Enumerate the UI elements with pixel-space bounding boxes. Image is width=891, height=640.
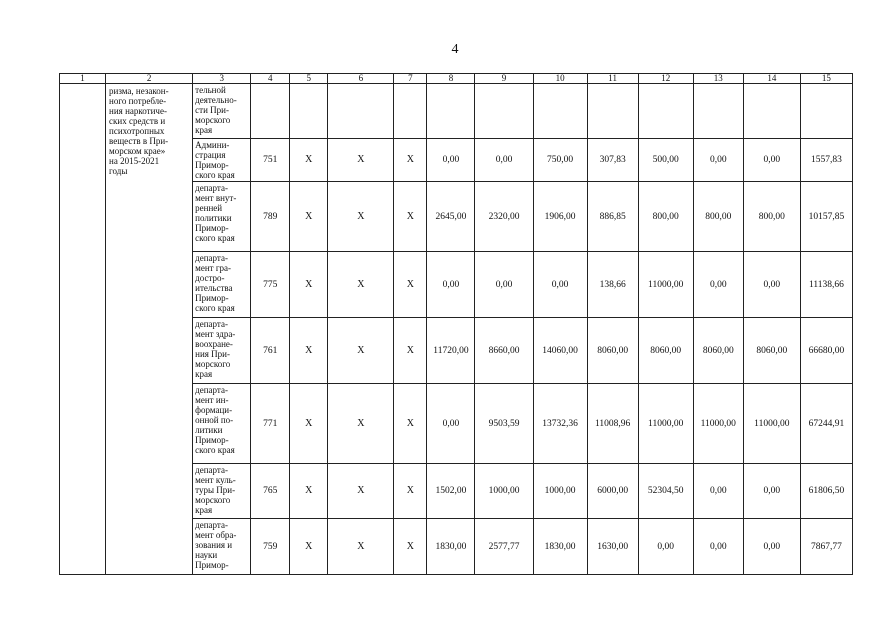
executor-cell-line: ского края	[195, 445, 235, 455]
x-cell: X	[394, 139, 427, 182]
amount-cell: 6000,00	[587, 464, 638, 519]
executor-cell-line: онной по-	[195, 415, 234, 425]
column-header: 3	[193, 74, 251, 84]
executor-cell-line: науки	[195, 550, 218, 560]
amount-cell: 61806,50	[800, 464, 852, 519]
amount-cell: 11008,96	[587, 384, 638, 464]
amount-cell: 9503,59	[475, 384, 533, 464]
executor-cell-line: департа-	[195, 183, 228, 193]
table-row	[60, 84, 853, 139]
amount-cell: 0,00	[427, 139, 475, 182]
executor-cell-line: мент ин-	[195, 395, 229, 405]
executor-cell-line: туры При-	[195, 485, 236, 495]
x-cell: X	[328, 182, 394, 252]
program-name-cell	[106, 84, 193, 575]
amount-cell: 0,00	[475, 252, 533, 318]
x-cell: X	[394, 182, 427, 252]
amount-cell: 886,85	[587, 182, 638, 252]
amount-cell: 1830,00	[427, 519, 475, 575]
executor-cell-line: департа-	[195, 253, 228, 263]
empty-cell	[328, 84, 394, 139]
amount-cell: 800,00	[743, 182, 800, 252]
x-cell: X	[394, 519, 427, 575]
column-header: 11	[587, 74, 638, 84]
amount-cell: 11000,00	[638, 384, 693, 464]
column-header: 10	[533, 74, 587, 84]
executor-cell-line: департа-	[195, 465, 228, 475]
amount-cell: 0,00	[693, 139, 743, 182]
executor-cell-line: ния При-	[195, 349, 230, 359]
x-cell: X	[290, 384, 328, 464]
executor-cell-line: литики	[195, 425, 223, 435]
empty-cell	[475, 84, 533, 139]
executor-cell-line: Примор-	[195, 160, 229, 170]
amount-cell: 13732,36	[533, 384, 587, 464]
budget-table	[59, 73, 853, 575]
amount-cell: 0,00	[638, 519, 693, 575]
header-row	[60, 74, 853, 84]
budget-code-cell: 765	[251, 464, 290, 519]
amount-cell: 66680,00	[800, 318, 852, 384]
budget-code-cell: 761	[251, 318, 290, 384]
program-name-cell-line: ния наркотиче-	[109, 106, 167, 116]
executor-cell-line: мент здра-	[195, 329, 236, 339]
executor-cell-line: Примор-	[195, 435, 229, 445]
amount-cell: 14060,00	[533, 318, 587, 384]
executor-cell-line: Админи-	[195, 140, 230, 150]
executor-cell-line: Примор-	[195, 293, 229, 303]
x-cell: X	[290, 139, 328, 182]
amount-cell: 2645,00	[427, 182, 475, 252]
executor-cell-line: сти При-	[195, 105, 229, 115]
amount-cell: 800,00	[638, 182, 693, 252]
amount-cell: 0,00	[743, 139, 800, 182]
executor-cell	[193, 318, 251, 384]
executor-cell-line: морского	[195, 115, 231, 125]
amount-cell: 0,00	[427, 252, 475, 318]
x-cell: X	[290, 182, 328, 252]
x-cell: X	[328, 252, 394, 318]
executor-cell-line: формаци-	[195, 405, 233, 415]
program-name-cell-line: психотропных	[109, 126, 165, 136]
executor-cell-line: воохране-	[195, 339, 233, 349]
amount-cell: 800,00	[693, 182, 743, 252]
executor-cell-line: мент обра-	[195, 530, 237, 540]
budget-code-cell: 759	[251, 519, 290, 575]
executor-cell-line: ренней	[195, 203, 223, 213]
executor-cell	[193, 519, 251, 575]
program-name-cell-line: ских средств и	[109, 116, 166, 126]
executor-cell-line: мент куль-	[195, 475, 236, 485]
column-header: 6	[328, 74, 394, 84]
column-header: 1	[60, 74, 106, 84]
empty-cell	[533, 84, 587, 139]
column-header: 4	[251, 74, 290, 84]
executor-cell-line: департа-	[195, 520, 228, 530]
executor-cell-line: департа-	[195, 385, 228, 395]
amount-cell: 0,00	[427, 384, 475, 464]
program-name-cell-line: ного потребле-	[109, 96, 167, 106]
executor-cell-line: мент гра-	[195, 263, 232, 273]
column-header: 12	[638, 74, 693, 84]
program-name-cell-line: на 2015-2021	[109, 156, 160, 166]
executor-cell-line: морского	[195, 495, 231, 505]
executor-cell-line: политики	[195, 213, 232, 223]
executor-cell	[193, 84, 251, 139]
program-name-cell-line: морском крае»	[109, 146, 166, 156]
program-name-cell-line: ризма, незакон-	[109, 86, 169, 96]
budget-code-cell: 771	[251, 384, 290, 464]
amount-cell: 11000,00	[743, 384, 800, 464]
amount-cell: 11138,66	[800, 252, 852, 318]
executor-cell-line: морского	[195, 359, 231, 369]
amount-cell: 0,00	[693, 464, 743, 519]
executor-cell-line: деятельно-	[195, 95, 237, 105]
x-cell: X	[328, 139, 394, 182]
amount-cell: 1557,83	[800, 139, 852, 182]
amount-cell: 11000,00	[693, 384, 743, 464]
amount-cell: 1502,00	[427, 464, 475, 519]
column-header: 8	[427, 74, 475, 84]
x-cell: X	[394, 318, 427, 384]
amount-cell: 500,00	[638, 139, 693, 182]
executor-cell	[193, 139, 251, 182]
amount-cell: 8660,00	[475, 318, 533, 384]
executor-cell-line: Примор-	[195, 223, 229, 233]
column-header: 15	[800, 74, 852, 84]
amount-cell: 1906,00	[533, 182, 587, 252]
amount-cell: 1830,00	[533, 519, 587, 575]
program-name-cell-line: годы	[109, 166, 128, 176]
executor-cell	[193, 182, 251, 252]
program-name-cell-line: веществ в При-	[109, 136, 169, 146]
executor-cell-line: ительства	[195, 283, 233, 293]
executor-cell-line: края	[195, 369, 213, 379]
executor-cell-line: тельной	[195, 85, 226, 95]
amount-cell: 0,00	[743, 519, 800, 575]
executor-cell-line: департа-	[195, 319, 228, 329]
amount-cell: 8060,00	[743, 318, 800, 384]
amount-cell: 1000,00	[475, 464, 533, 519]
amount-cell: 8060,00	[638, 318, 693, 384]
executor-cell-line: Примор-	[195, 560, 229, 570]
column-header: 5	[290, 74, 328, 84]
x-cell: X	[328, 318, 394, 384]
amount-cell: 0,00	[475, 139, 533, 182]
x-cell: X	[328, 519, 394, 575]
amount-cell: 750,00	[533, 139, 587, 182]
amount-cell: 7867,77	[800, 519, 852, 575]
executor-cell-line: края	[195, 125, 213, 135]
executor-cell-line: ского края	[195, 233, 235, 243]
budget-code-cell: 751	[251, 139, 290, 182]
empty-cell	[743, 84, 800, 139]
amount-cell: 0,00	[743, 464, 800, 519]
x-cell: X	[394, 252, 427, 318]
x-cell: X	[394, 384, 427, 464]
row-number-cell	[60, 84, 106, 575]
x-cell: X	[290, 252, 328, 318]
amount-cell: 2577,77	[475, 519, 533, 575]
x-cell: X	[328, 464, 394, 519]
amount-cell: 10157,85	[800, 182, 852, 252]
column-header: 7	[394, 74, 427, 84]
budget-code-cell: 789	[251, 182, 290, 252]
column-header: 14	[743, 74, 800, 84]
empty-cell	[290, 84, 328, 139]
amount-cell: 0,00	[743, 252, 800, 318]
empty-cell	[394, 84, 427, 139]
amount-cell: 1000,00	[533, 464, 587, 519]
column-header: 13	[693, 74, 743, 84]
executor-cell-line: зования и	[195, 540, 233, 550]
amount-cell: 11720,00	[427, 318, 475, 384]
amount-cell: 0,00	[693, 252, 743, 318]
executor-cell-line: ского края	[195, 170, 235, 180]
executor-cell	[193, 384, 251, 464]
x-cell: X	[290, 519, 328, 575]
executor-cell	[193, 252, 251, 318]
executor-cell-line: края	[195, 505, 213, 515]
amount-cell: 2320,00	[475, 182, 533, 252]
budget-code-cell: 775	[251, 252, 290, 318]
amount-cell: 307,83	[587, 139, 638, 182]
x-cell: X	[328, 384, 394, 464]
x-cell: X	[290, 464, 328, 519]
page-number: 4	[451, 42, 459, 57]
column-header: 2	[106, 74, 193, 84]
amount-cell: 67244,91	[800, 384, 852, 464]
amount-cell: 8060,00	[693, 318, 743, 384]
empty-cell	[800, 84, 852, 139]
amount-cell: 0,00	[693, 519, 743, 575]
amount-cell: 138,66	[587, 252, 638, 318]
executor-cell-line: ского края	[195, 303, 235, 313]
column-header: 9	[475, 74, 533, 84]
amount-cell: 11000,00	[638, 252, 693, 318]
amount-cell: 0,00	[533, 252, 587, 318]
amount-cell: 52304,50	[638, 464, 693, 519]
x-cell: X	[394, 464, 427, 519]
empty-cell	[638, 84, 693, 139]
executor-cell-line: достро-	[195, 273, 225, 283]
empty-cell	[693, 84, 743, 139]
empty-cell	[587, 84, 638, 139]
executor-cell-line: мент внут-	[195, 193, 237, 203]
x-cell: X	[290, 318, 328, 384]
executor-cell	[193, 464, 251, 519]
executor-cell-line: страция	[195, 150, 226, 160]
empty-cell	[251, 84, 290, 139]
amount-cell: 1630,00	[587, 519, 638, 575]
amount-cell: 8060,00	[587, 318, 638, 384]
empty-cell	[427, 84, 475, 139]
